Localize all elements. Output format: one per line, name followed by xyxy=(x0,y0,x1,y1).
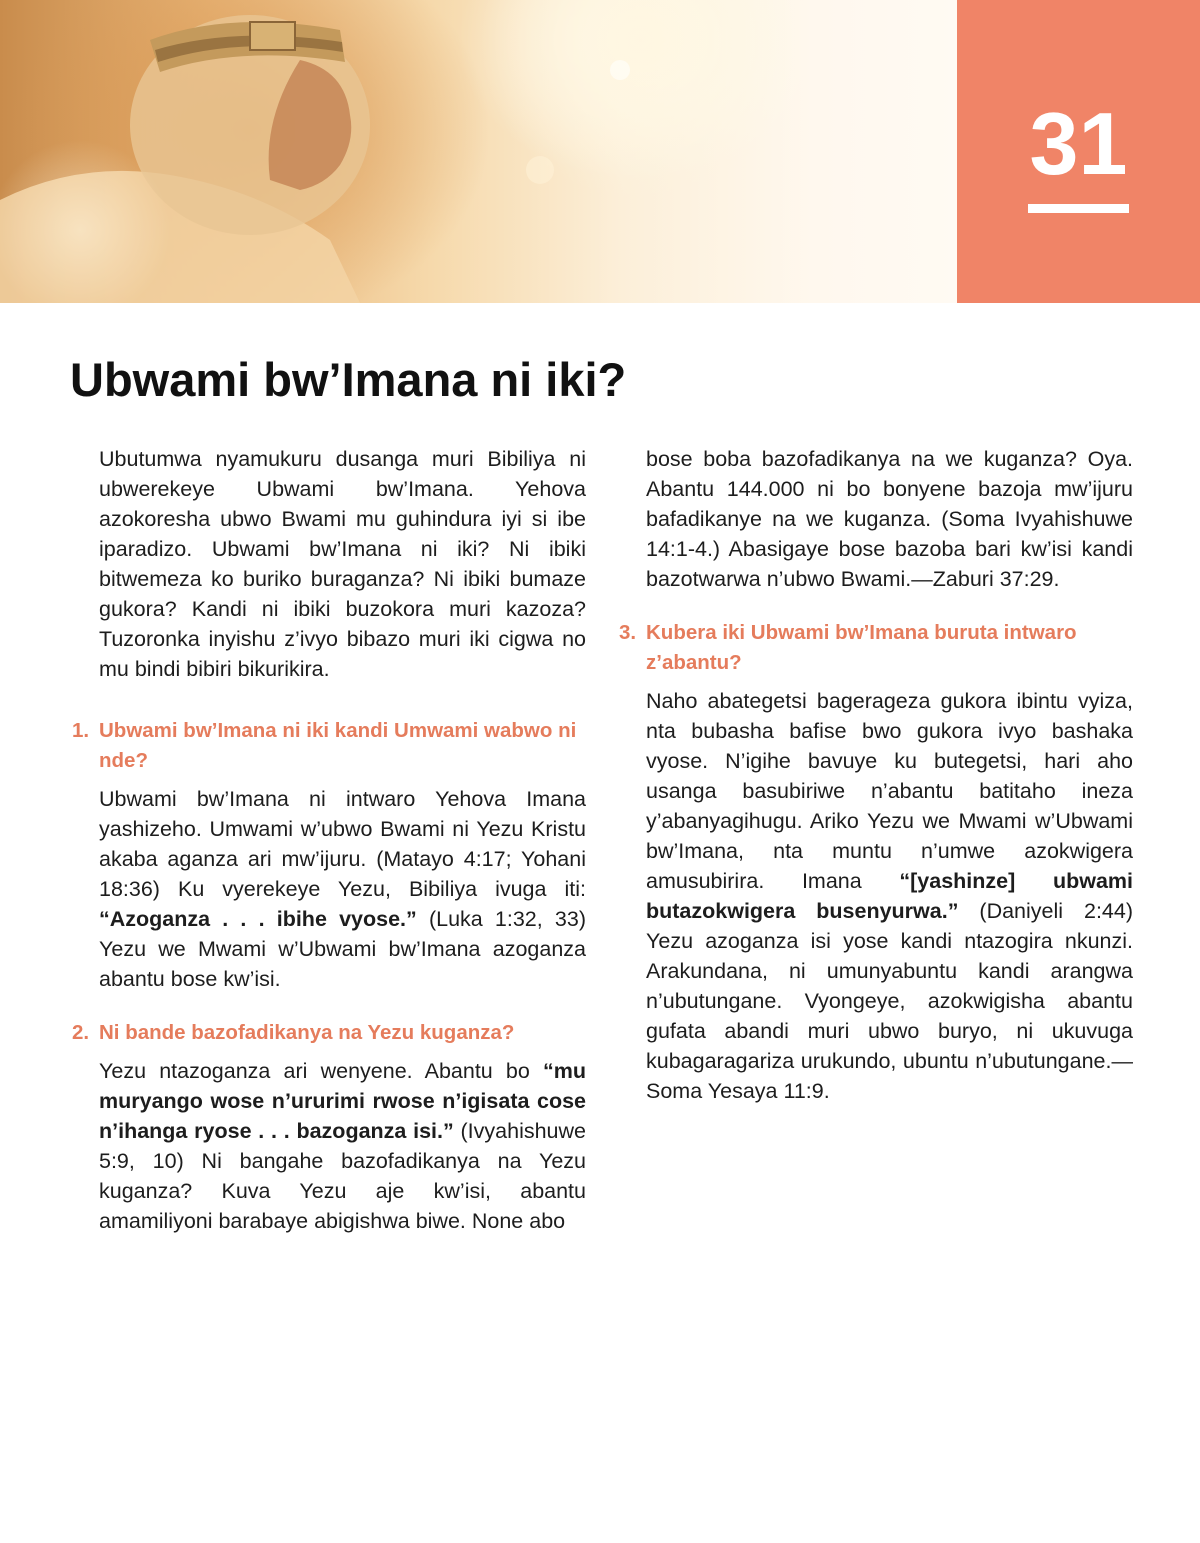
king-illustration xyxy=(0,0,957,303)
question-1 xyxy=(72,716,586,776)
answer-2-quote: “mu muryango wose n’ururimi rwose n’igisata cose n’ihanga ryose . . . bazoganza isi.” xyxy=(99,1059,586,1143)
left-column xyxy=(72,444,586,1236)
answer-1-text-a: Ubwami bw’Imana ni intwaro Yehova Imana yashizeho. Umwami w’ubwo Bwami ni Yezu Kristu akaba aganza ari mw’ijuru. (Matayo 4:17; Yohani 18:36) Ku vyerekeye Yezu, Bibiliya ivuga iti: xyxy=(99,787,586,901)
answer-3-paragraph xyxy=(646,686,1133,1106)
answer-3-text-a: Naho abategetsi bagerageza gukora ibintu vyiza, nta bubasha bafise bwo gukora ivyo bashaka vyose. N’igihe bavuye ku butegetsi, hari aho usanga basubiriwe n’abantu batitaho ineza y’abanyagihugu. Ariko Yezu we Mwami w’Ubwami bw’Imana, nta muntu n’umwe azokwigera amusubirira. Imana xyxy=(646,689,1133,893)
question-3-number: 3. xyxy=(619,621,637,644)
page-title: Ubwami bw’Imana ni iki? xyxy=(70,353,627,406)
answer-1-quote: “Azoganza . . . ibihe vyose.” xyxy=(99,907,417,931)
answer-3-quote: “[yashinze] ubwami butazokwigera busenyurwa.” xyxy=(646,869,1133,923)
question-2 xyxy=(72,1018,586,1048)
answer-2-text-a: Yezu ntazoganza ari wenyene. Abantu bo xyxy=(99,1059,543,1083)
question-1-number: 1. xyxy=(72,719,90,742)
hero-image xyxy=(0,0,957,303)
chapter-underline xyxy=(1028,204,1129,213)
question-3 xyxy=(619,618,1133,678)
answer-2-text-b: (Ivyahishuwe 5:9, 10) Ni bangahe bazofadikanya na Yezu kuganza? Kuva Yezu aje kw’isi, abantu amamiliyoni barabaye abigishwa biwe. None abo xyxy=(99,1119,586,1233)
answer-3-text-b: (Daniyeli 2:44) Yezu azoganza isi yose kandi ntazogira nkunzi. Arakundana, ni umunyabuntu kandi arangwa n’ubutungane. Vyongeye, azokwigisha abantu gufata abandi muri ubwo buryo, ni ukuvuga kubagaragariza urukundo, ubuntu n’ubutungane.—Soma Yesaya 11:9. xyxy=(646,899,1134,1103)
answer-1-paragraph xyxy=(99,784,586,994)
answer-2-paragraph xyxy=(99,1056,586,1236)
intro-paragraph: Ubutumwa nyamukuru dusanga muri Bibiliya ni ubwerekeye Ubwami bw’Imana. Yehova azokoresha ubwo Bwami mu guhindura iyi si ibe iparadizo. Ubwami bw’Imana ni iki? Ni ibiki bitwemeza ko buriko buraganza? Ni ibiki bumaze gukora? Kandi ni ibiki buzokora muri kazoza? Tuzoronka inyishu z’ivyo bibazo muri iki cigwa no mu bindi bibiri bikurikira. xyxy=(99,447,586,681)
question-3-text: Kubera iki Ubwami bw’Imana buruta intwaro z’abantu? xyxy=(646,621,1077,674)
chapter-number: 31 xyxy=(1029,94,1128,193)
right-column xyxy=(619,444,1134,1106)
question-2-number: 2. xyxy=(72,1021,90,1044)
question-1-text: Ubwami bw’Imana ni iki kandi Umwami wabwo ni nde? xyxy=(99,719,577,772)
answer-1-text-b: (Luka 1:32, 33) Yezu we Mwami w’Ubwami bw’Imana azoganza abantu bose kw’isi. xyxy=(99,907,586,991)
answer-2-continued: bose boba bazofadikanya na we kuganza? Oya. Abantu 144.000 ni bo bonyene bazoja mw’ijuru bafadikanye na we kuganza. (Soma Ivyahishuwe 14:1-4.) Abasigaye bose bazoba bari kw’isi kandi bazotwarwa n’ubwo Bwami.—Zaburi 37:29. xyxy=(646,447,1133,591)
chapter-badge xyxy=(957,0,1200,303)
question-2-text: Ni bande bazofadikanya na Yezu kuganza? xyxy=(99,1021,515,1044)
